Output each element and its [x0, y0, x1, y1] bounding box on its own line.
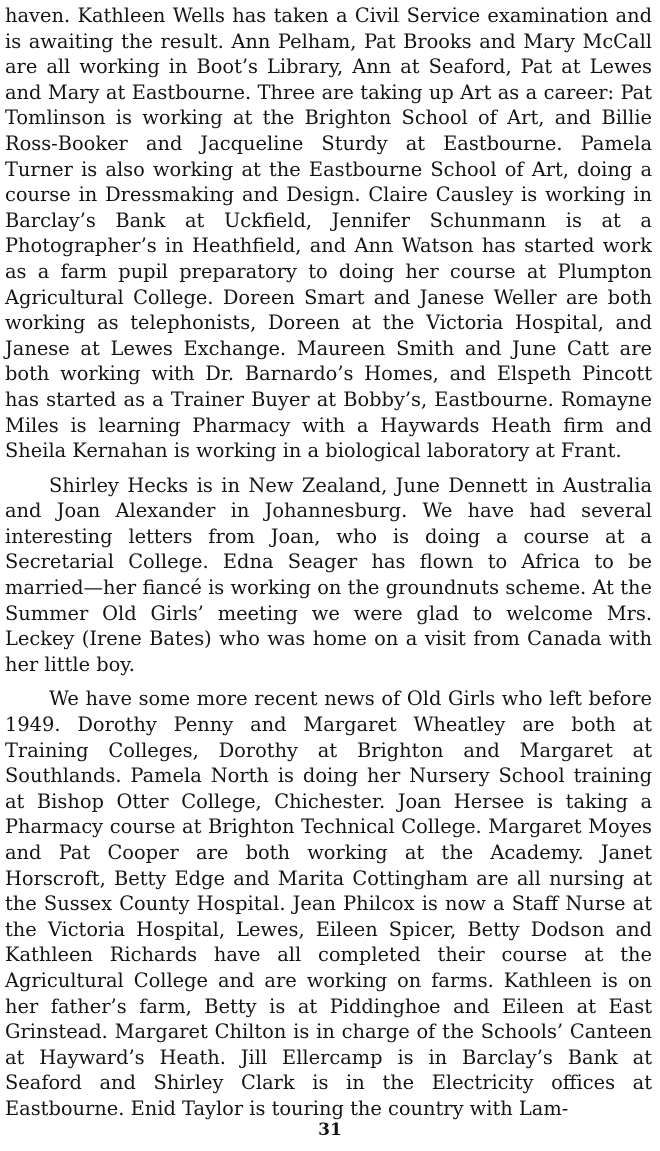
- paragraph-overseas-news: Shirley Hecks is in New Zealand, June Dennett in Australia and Joan Alexander in Johannesburg. We have had several interesting letters from Joan, who is doing a course at a Secretarial College. Edna Seager has flown to Africa to be married—her fiancé is working on the groundnuts scheme. At the Summer Old Girls’ meeting we were glad to welcome Mrs. Leckey (Irene Bates) who was home on a visit from Canada with her little boy.: [5, 473, 652, 676]
- document-page: [5, 3, 652, 1122]
- paragraph-continued-news: haven. Kathleen Wells has taken a Civil Service examination and is awaiting the result. Ann Pelham, Pat Brooks and Mary McCall are all working in Boot’s Library, Ann at Seaford, Pat at Lewes and Mary at Eastbourne. Three are taking up Art as a career: Pat Tomlinson is working at the Brighton School of Art, and Billie Ross-Booker and Jacqueline Sturdy at Eastbourne. Pamela Turner is also working at the Eastbourne School of Art, doing a course in Dressmaking and Design. Claire Causley is working in Barclay’s Bank at Uckfield, Jennifer Schunmann is at a Photographer’s in Heathfield, and Ann Watson has started work as a farm pupil preparatory to doing her course at Plumpton Agricultural College. Doreen Smart and Janese Weller are both working as telephonists, Doreen at the Victoria Hospital, and Janese at Lewes Exchange. Maureen Smith and June Catt are both working with Dr. Barnardo’s Homes, and Elspeth Pincott has started as a Trainer Buyer at Bobby’s, Eastbourne. Romayne Miles is learning Pharmacy with a Haywards Heath firm and Sheila Kernahan is working in a biological laboratory at Frant.: [5, 4, 652, 463]
- paragraph-earlier-leavers-news: We have some more recent news of Old Girls who left before 1949. Dorothy Penny and Margaret Wheatley are both at Training Colleges, Dorothy at Brighton and Margaret at Southlands. Pamela North is doing her Nursery School training at Bishop Otter College, Chichester. Joan Hersee is taking a Pharmacy course at Brighton Technical College. Margaret Moyes and Pat Cooper are both working at the Academy. Janet Horscroft, Betty Edge and Marita Cottingham are all nursing at the Sussex County Hospital. Jean Philcox is now a Staff Nurse at the Victoria Hospital, Lewes, Eileen Spicer, Betty Dodson and Kathleen Richards have all completed their course at the Agricultural College and are working on farms. Kathleen is on her father’s farm, Betty is at Piddinghoe and Eileen at East Grinstead. Margaret Chilton is in charge of the Schools’ Canteen at Hayward’s Heath. Jill Ellercamp is in Barclay’s Bank at Seaford and Shirley Clark is in the Electricity offices at Eastbourne. Enid Taylor is touring the country with Lam-: [5, 687, 652, 1120]
- page-number: 31: [318, 1120, 342, 1140]
